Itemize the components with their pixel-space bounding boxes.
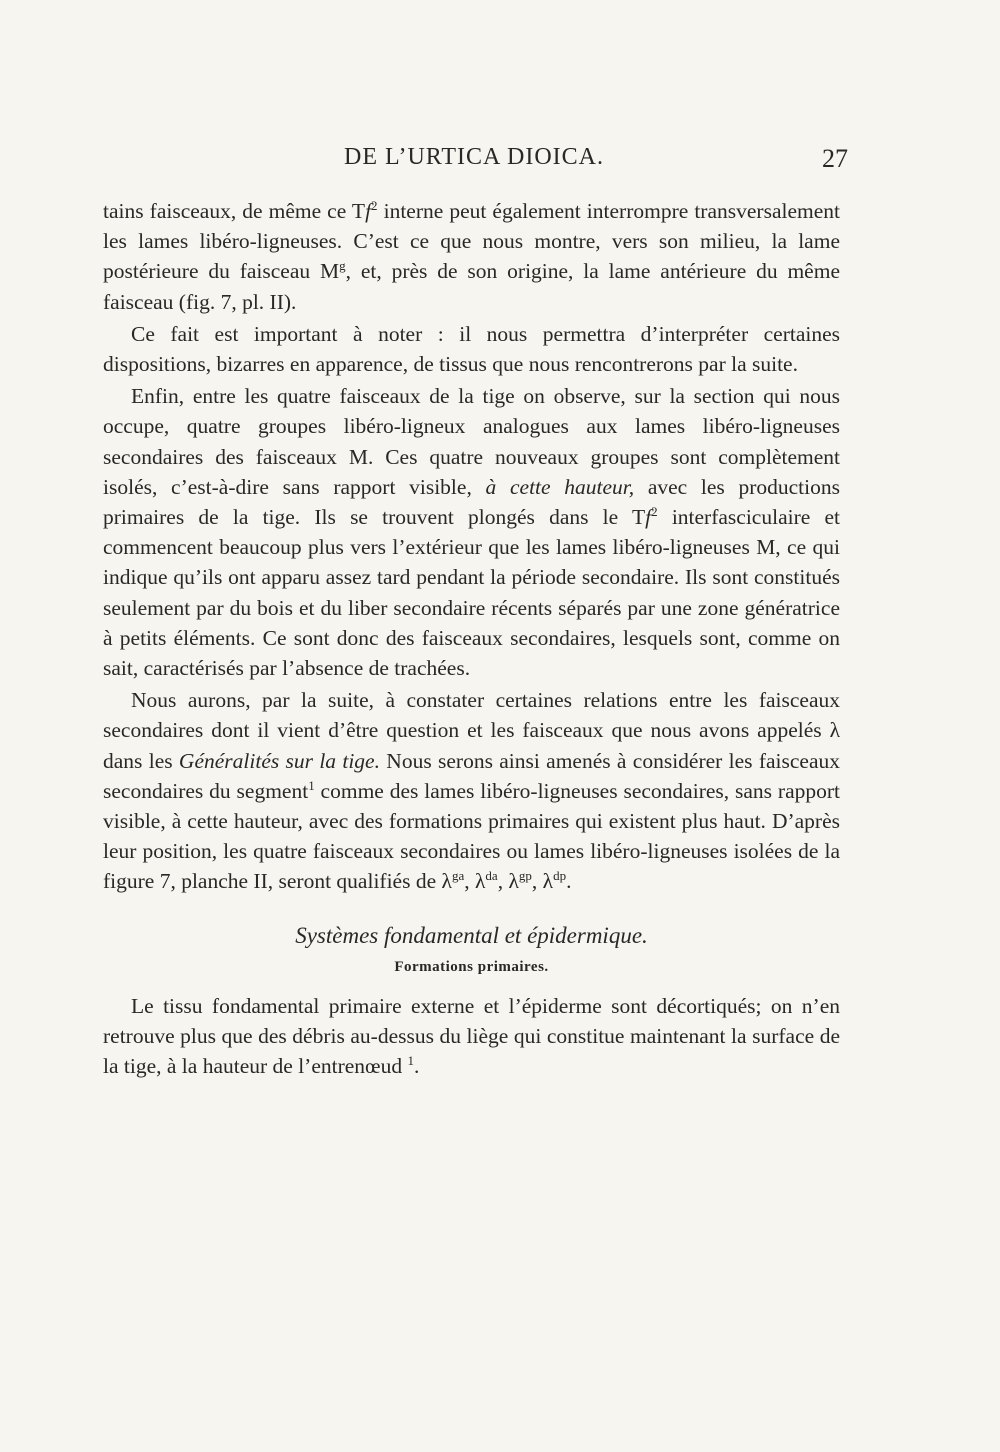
- superscript: g: [339, 258, 346, 274]
- subsection-heading: Formations primaires.: [394, 958, 549, 975]
- text-run: .: [566, 869, 572, 894]
- superscript: da: [485, 868, 498, 884]
- superscript: ga: [451, 868, 465, 884]
- italic-run: f: [645, 505, 652, 530]
- text-run: , λ: [531, 869, 554, 894]
- text-run: , λ: [464, 869, 486, 894]
- text-run: Le tissu fondamental primaire externe et l’épiderme sont décortiqués; on n’en retrouve plus que des débris au-dessus du liège qui constitue maintenant la surface de la tige, à la hauteur de l’entrenœud: [103, 993, 840, 1079]
- text-run: interfasciculaire et commencent beaucoup plus vers l’extérieur que les lames libéro-ligneuses M, ce qui indique qu’ils ont apparu assez tard pendant la période secondaire. Ils sont constitués seulement par du bois et du liber secondaire récents séparés par une zone génératrice à petits éléments. Ce sont donc des faisceaux secondaires, lesquels sont, comme on sait, caractérisés par l’absence de trachées.: [103, 505, 840, 681]
- page-number: 27: [822, 144, 848, 173]
- superscript: dp: [553, 868, 567, 884]
- paragraph: [103, 196, 840, 317]
- text-run: Nous aurons, par la suite, à constater certaines relations entre les faisceaux secondaires dont il vient d’être question et les faisceaux que nous avons appelés λ dans les: [103, 688, 840, 773]
- text-run: , λ: [497, 869, 519, 894]
- paragraph: [103, 319, 840, 379]
- paragraph: [103, 685, 840, 896]
- text-run: .: [413, 1054, 420, 1079]
- final-paragraph: [103, 991, 840, 1082]
- superscript: 2: [651, 503, 658, 519]
- running-title: DE L’URTICA DIOICA.: [344, 144, 604, 170]
- text-run: comme des lames libéro-ligneuses secondaires, sans rapport visible, à cette hauteur, avec des formations primaires qui existent plus haut. D’après leur position, les quatre faisceaux secondaires ou lames libéro-ligneuses isolées de la figure 7, planche II, seront qualifiés de λ: [103, 778, 840, 894]
- text-run: avec les productions primaires de la tige. Ils se trouvent plongés dans le T: [103, 474, 840, 530]
- paragraph: [103, 381, 840, 683]
- page-header: [100, 140, 848, 180]
- superscript: 1: [407, 1052, 414, 1068]
- section-heading: Systèmes fondamental et épidermique.: [295, 922, 648, 948]
- paragraphs: [103, 196, 840, 897]
- text-run: Nous serons ainsi amenés à considérer les faisceaux secondaires du segment: [103, 748, 840, 803]
- italic-run: f: [365, 199, 372, 223]
- italic-run: Généralités sur la tige.: [178, 748, 380, 773]
- text-run: Ce fait est important à noter : il nous permettra d’interpréter certaines dispositions, bizarres en apparence, de tissus que nous rencontrerons par la suite.: [103, 321, 840, 377]
- text-run: , et, près de son origine, la lame antérieure du même faisceau (fig. 7, pl. II).: [103, 259, 840, 314]
- text-run: interne peut également interrompre transversalement les lames libéro-ligneuses. C’est ce que nous montre, vers son milieu, la lame postérieure du faisceau M: [103, 199, 840, 284]
- body-text: [103, 196, 840, 1081]
- text-run: Enfin, entre les quatre faisceaux de la tige on observe, sur la section qui nous occupe, quatre groupes libéro-ligneux analogues aux lames libéro-ligneuses secondaires des faisceaux M. Ces quatre nouveaux groupes sont complètement isolés, c’est-à-dire sans rapport visible,: [103, 384, 840, 499]
- superscript: gp: [518, 868, 532, 884]
- text-run: tains faisceaux, de même ce T: [103, 199, 366, 223]
- italic-run: à cette hauteur,: [485, 474, 635, 499]
- superscript: 2: [371, 197, 378, 213]
- superscript: 1: [308, 777, 315, 793]
